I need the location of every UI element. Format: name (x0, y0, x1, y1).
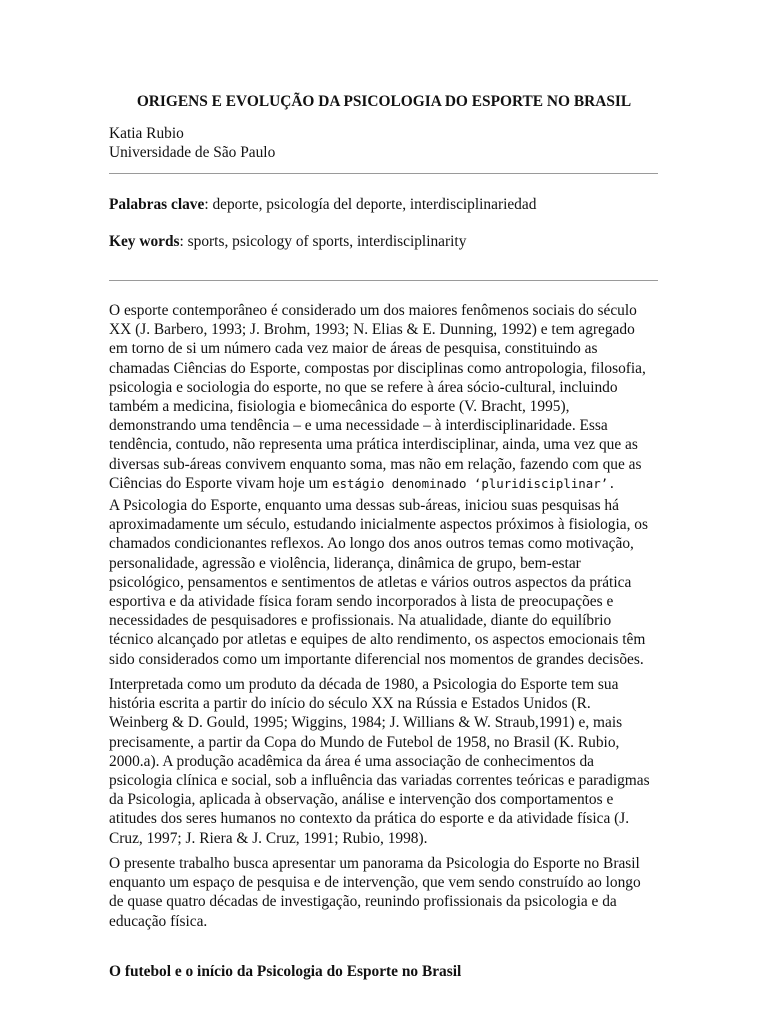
author-affiliation: Universidade de São Paulo (109, 144, 276, 162)
paragraph-line: da Psicologia, aplicada à observação, análise e intervenção dos comportamentos e (109, 791, 614, 809)
paragraph-1 (109, 301, 659, 493)
paragraph-line: Weinberg & D. Gould, 1995; Wiggins, 1984; J. Willians & W. Straub,1991) e, mais (109, 714, 623, 732)
keywords-spanish-label: Palabras clave (109, 196, 205, 213)
paragraph-line: XX (J. Barbero, 1993; J. Brohm, 1993; N. Elias & E. Dunning, 1992) e tem agregado (109, 321, 635, 339)
paragraph-line: Interpretada como um produto da década de 1980, a Psicologia do Esporte tem sua (109, 676, 619, 693)
paragraph-line: história escrita a partir do início do século XX na Rússia e Estados Unidos (R. (109, 695, 591, 713)
paragraph-line-tail: estágio denominado ‘pluridisciplinar’. (332, 475, 616, 491)
paragraph-line: tendência, contudo, não representa uma prática interdisciplinar, ainda, uma vez que as (109, 436, 638, 454)
paragraph-line: sido considerados como um importante diferencial nos momentos de grandes decisões. (109, 650, 644, 668)
paragraph-line: necessidades de pesquisadores e profissionais. Na atualidade, diante do equilíbrio (109, 612, 612, 630)
paragraph-line: 2000.a). A produção acadêmica da área é uma associação de conhecimentos da (109, 752, 595, 770)
keywords-spanish-values: : deporte, psicología del deporte, interdisciplinariedad (204, 196, 537, 213)
paragraph-line: O esporte contemporâneo é considerado um dos maiores fenômenos sociais do século (109, 302, 637, 319)
paragraph-line: de quase quatro décadas de investigação, reunindo profissionais da psicologia e da (109, 893, 617, 911)
author-name: Katia Rubio (109, 125, 184, 142)
paragraph-3 (109, 675, 659, 848)
paragraph-line: em torno de si um número cada vez maior de áreas de pesquisa, constituindo as (109, 340, 598, 358)
paragraph-line-lead: Ciências do Esporte vivam hoje um (109, 474, 333, 492)
paragraph-line: Cruz, 1997; J. Riera & J. Cruz, 1991; Rubio, 1998). (109, 829, 428, 847)
paragraph-line: educação física. (109, 912, 208, 930)
section-heading: O futebol e o início da Psicologia do Esporte no Brasil (109, 963, 462, 980)
paragraph-line: psicologia clínica e social, sob a influência das variadas correntes teóricas e paradigmas (109, 771, 650, 789)
divider-top (109, 173, 658, 174)
paragraph-2 (109, 496, 659, 669)
paragraph-line: personalidade, agressão e violência, liderança, dinâmica de grupo, bem-estar (109, 554, 581, 572)
paragraph-line: aproximadamente um século, estudando inicialmente aspectos próximos à fisiologia, os (109, 516, 648, 534)
keywords-english-values: : sports, psicology of sports, interdisciplinarity (179, 233, 467, 250)
paragraph-line: chamadas Ciências do Esporte, compostas por disciplinas como antropologia, filosofia, (109, 359, 646, 377)
paragraph-line: O presente trabalho busca apresentar um panorama da Psicologia do Esporte no Brasil (109, 855, 640, 872)
keywords-spanish (109, 195, 536, 214)
paragraph-line: psicologia e sociologia do esporte, no que se refere à área sócio-cultural, incluindo (109, 378, 618, 396)
paragraph-line (109, 474, 659, 493)
paragraph-line: atitudes dos seres humanos no contexto da prática do esporte e da atividade física (J. (109, 810, 630, 828)
paragraph-line: A Psicologia do Esporte, enquanto uma dessas sub-áreas, iniciou suas pesquisas há (109, 497, 619, 514)
paragraph-line: demonstrando uma tendência – e uma necessidade – à interdisciplinaridade. Essa (109, 417, 608, 435)
keywords-english (109, 232, 466, 251)
paragraph-line: chamados condicionantes reflexos. Ao longo dos anos outros temas como motivação, (109, 535, 634, 553)
document-title: ORIGENS E EVOLUÇÃO DA PSICOLOGIA DO ESPORTE NO BRASIL (136, 93, 632, 110)
divider-bottom (109, 280, 658, 281)
paragraph-line: também a medicina, fisiologia e biomecânica do esporte (V. Bracht, 1995), (109, 397, 570, 415)
paragraph-line: esportiva e da atividade física foram sendo incorporados à lista de preocupações e (109, 592, 614, 610)
paragraph-line: técnico alcançado por atletas e equipes de alto rendimento, os aspectos emocionais têm (109, 631, 646, 649)
author-block (109, 124, 275, 162)
paragraph-line: enquanto um espaço de pesquisa e de intervenção, que vem sendo construído ao longo (109, 874, 641, 892)
paragraph-line: precisamente, a partir da Copa do Mundo de Futebol de 1958, no Brasil (K. Rubio, (109, 733, 620, 751)
paragraph-line: diversas sub-áreas convivem enquanto soma, mas não em relação, fazendo com que as (109, 455, 642, 473)
paragraph-line: psicológico, pensamentos e sentimentos de atletas e vários outros aspectos da prática (109, 573, 632, 591)
keywords-english-label: Key words (109, 233, 180, 250)
paragraph-4 (109, 854, 659, 931)
